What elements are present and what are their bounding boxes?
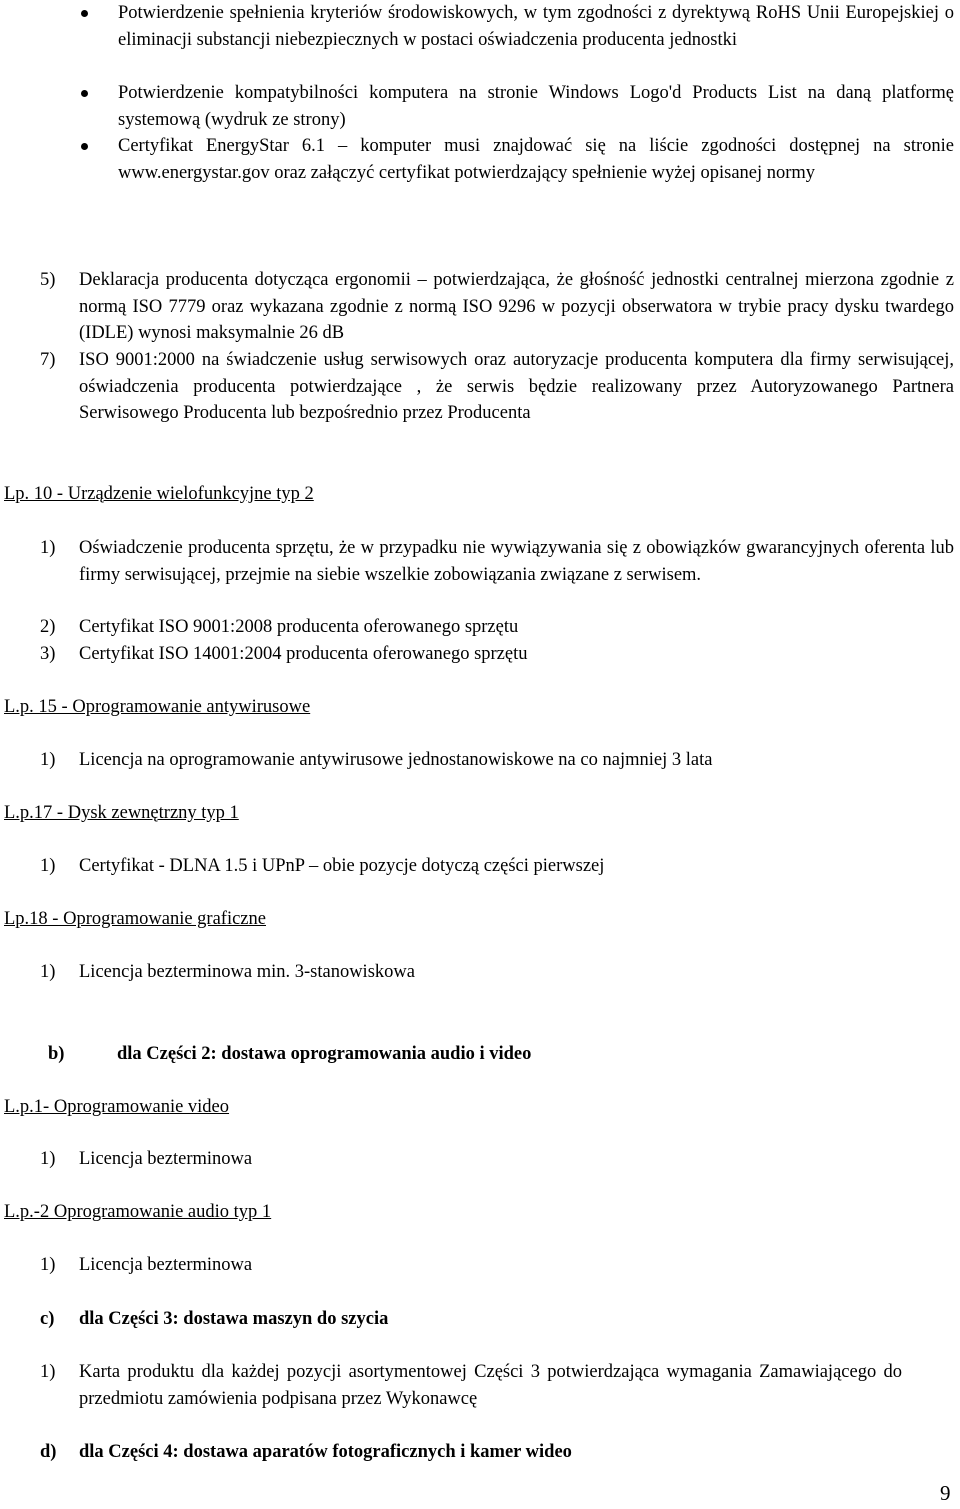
item-number: 1)	[40, 1255, 56, 1275]
section-heading: L.p.-2 Oprogramowanie audio typ 1	[4, 1202, 272, 1222]
item-text: Certyfikat ISO 9001:2008 producenta oferowanego sprzętu	[79, 617, 519, 637]
item-text: Deklaracja producenta dotycząca ergonomii – potwierdzająca, że głośność jednostki centralnej mierzona zgodnie z normą ISO 7779 oraz wykazana zgodnie z normą ISO 9296 w pozycji obserwatora w trybie pracy dysku twardego (IDLE) wynosi maksymalnie 26 dB	[79, 270, 954, 343]
bullet-dot-icon	[81, 90, 88, 97]
item-number: 1)	[40, 962, 56, 982]
item-text: Oświadczenie producenta sprzętu, że w przypadku nie wywiązywania się z obowiązków gwarancyjnych oferenta lub firmy serwisującej, przejmie na siebie wszelkie zobowiązania związane z serwisem.	[79, 538, 954, 585]
item-number: 1)	[40, 856, 56, 876]
bullet-text: Potwierdzenie kompatybilności komputera na stronie Windows Logo'd Products List na daną platformę systemową (wydruk ze strony)	[118, 83, 954, 130]
bullet-text: Potwierdzenie spełnienia kryteriów środowiskowych, w tym zgodności z dyrektywą RoHS Unii Europejskiej o eliminacji substancji niebezpiecznych w postaci oświadczenia producenta jednostki	[118, 3, 954, 50]
item-text: Certyfikat ISO 14001:2004 producenta oferowanego sprzętu	[79, 644, 528, 664]
section-heading: Lp. 10 - Urządzenie wielofunkcyjne typ 2	[4, 484, 314, 504]
part-label: b)	[48, 1044, 65, 1064]
item-number: 1)	[40, 750, 56, 770]
item-number: 2)	[40, 617, 56, 637]
section-heading: Lp.18 - Oprogramowanie graficzne	[4, 909, 266, 929]
page-number: 9	[940, 1481, 951, 1505]
part-title: dla Części 2: dostawa oprogramowania audio i video	[117, 1044, 532, 1064]
section-heading: L.p.1- Oprogramowanie video	[4, 1097, 230, 1117]
part-label: c)	[40, 1309, 55, 1329]
item-number: 1)	[40, 1362, 56, 1382]
item-text: Certyfikat - DLNA 1.5 i UPnP – obie pozycje dotyczą części pierwszej	[79, 856, 605, 876]
bullet-dot-icon	[81, 10, 88, 17]
bullet-dot-icon	[81, 143, 88, 150]
part-label: d)	[40, 1442, 57, 1462]
item-number: 3)	[40, 644, 56, 664]
item-text: Licencja na oprogramowanie antywirusowe jednostanowiskowe na co najmniej 3 lata	[79, 750, 713, 770]
item-text: Licencja bezterminowa	[79, 1149, 253, 1169]
item-text: Licencja bezterminowa min. 3-stanowiskowa	[79, 962, 415, 982]
item-number: 7)	[40, 350, 56, 370]
item-text: ISO 9001:2000 na świadczenie usług serwisowych oraz autoryzacje producenta komputera dla firmy serwisującej, oświadczenia producenta potwierdzające , że serwis będzie realizowany przez Autoryzowanego Partnera Serwisowego Producenta lub bezpośrednio przez Producenta	[79, 350, 954, 423]
item-number: 5)	[40, 270, 56, 290]
item-number: 1)	[40, 538, 56, 558]
item-text: Karta produktu dla każdej pozycji asortymentowej Części 3 potwierdzająca wymagania Zamawiającego do przedmiotu zamówienia podpisana przez Wykonawcę	[79, 1362, 902, 1409]
part-title: dla Części 3: dostawa maszyn do szycia	[79, 1309, 389, 1329]
part-title: dla Części 4: dostawa aparatów fotograficznych i kamer wideo	[79, 1442, 572, 1462]
section-heading: L.p.17 - Dysk zewnętrzny typ 1	[4, 803, 239, 823]
item-number: 1)	[40, 1149, 56, 1169]
item-text: Licencja bezterminowa	[79, 1255, 253, 1275]
bullet-text: Certyfikat EnergyStar 6.1 – komputer musi znajdować się na liście zgodności dostępnej na stronie www.energystar.gov oraz załączyć certyfikat potwierdzający spełnienie wyżej opisanej normy	[118, 136, 954, 183]
section-heading: L.p. 15 - Oprogramowanie antywirusowe	[4, 697, 311, 717]
